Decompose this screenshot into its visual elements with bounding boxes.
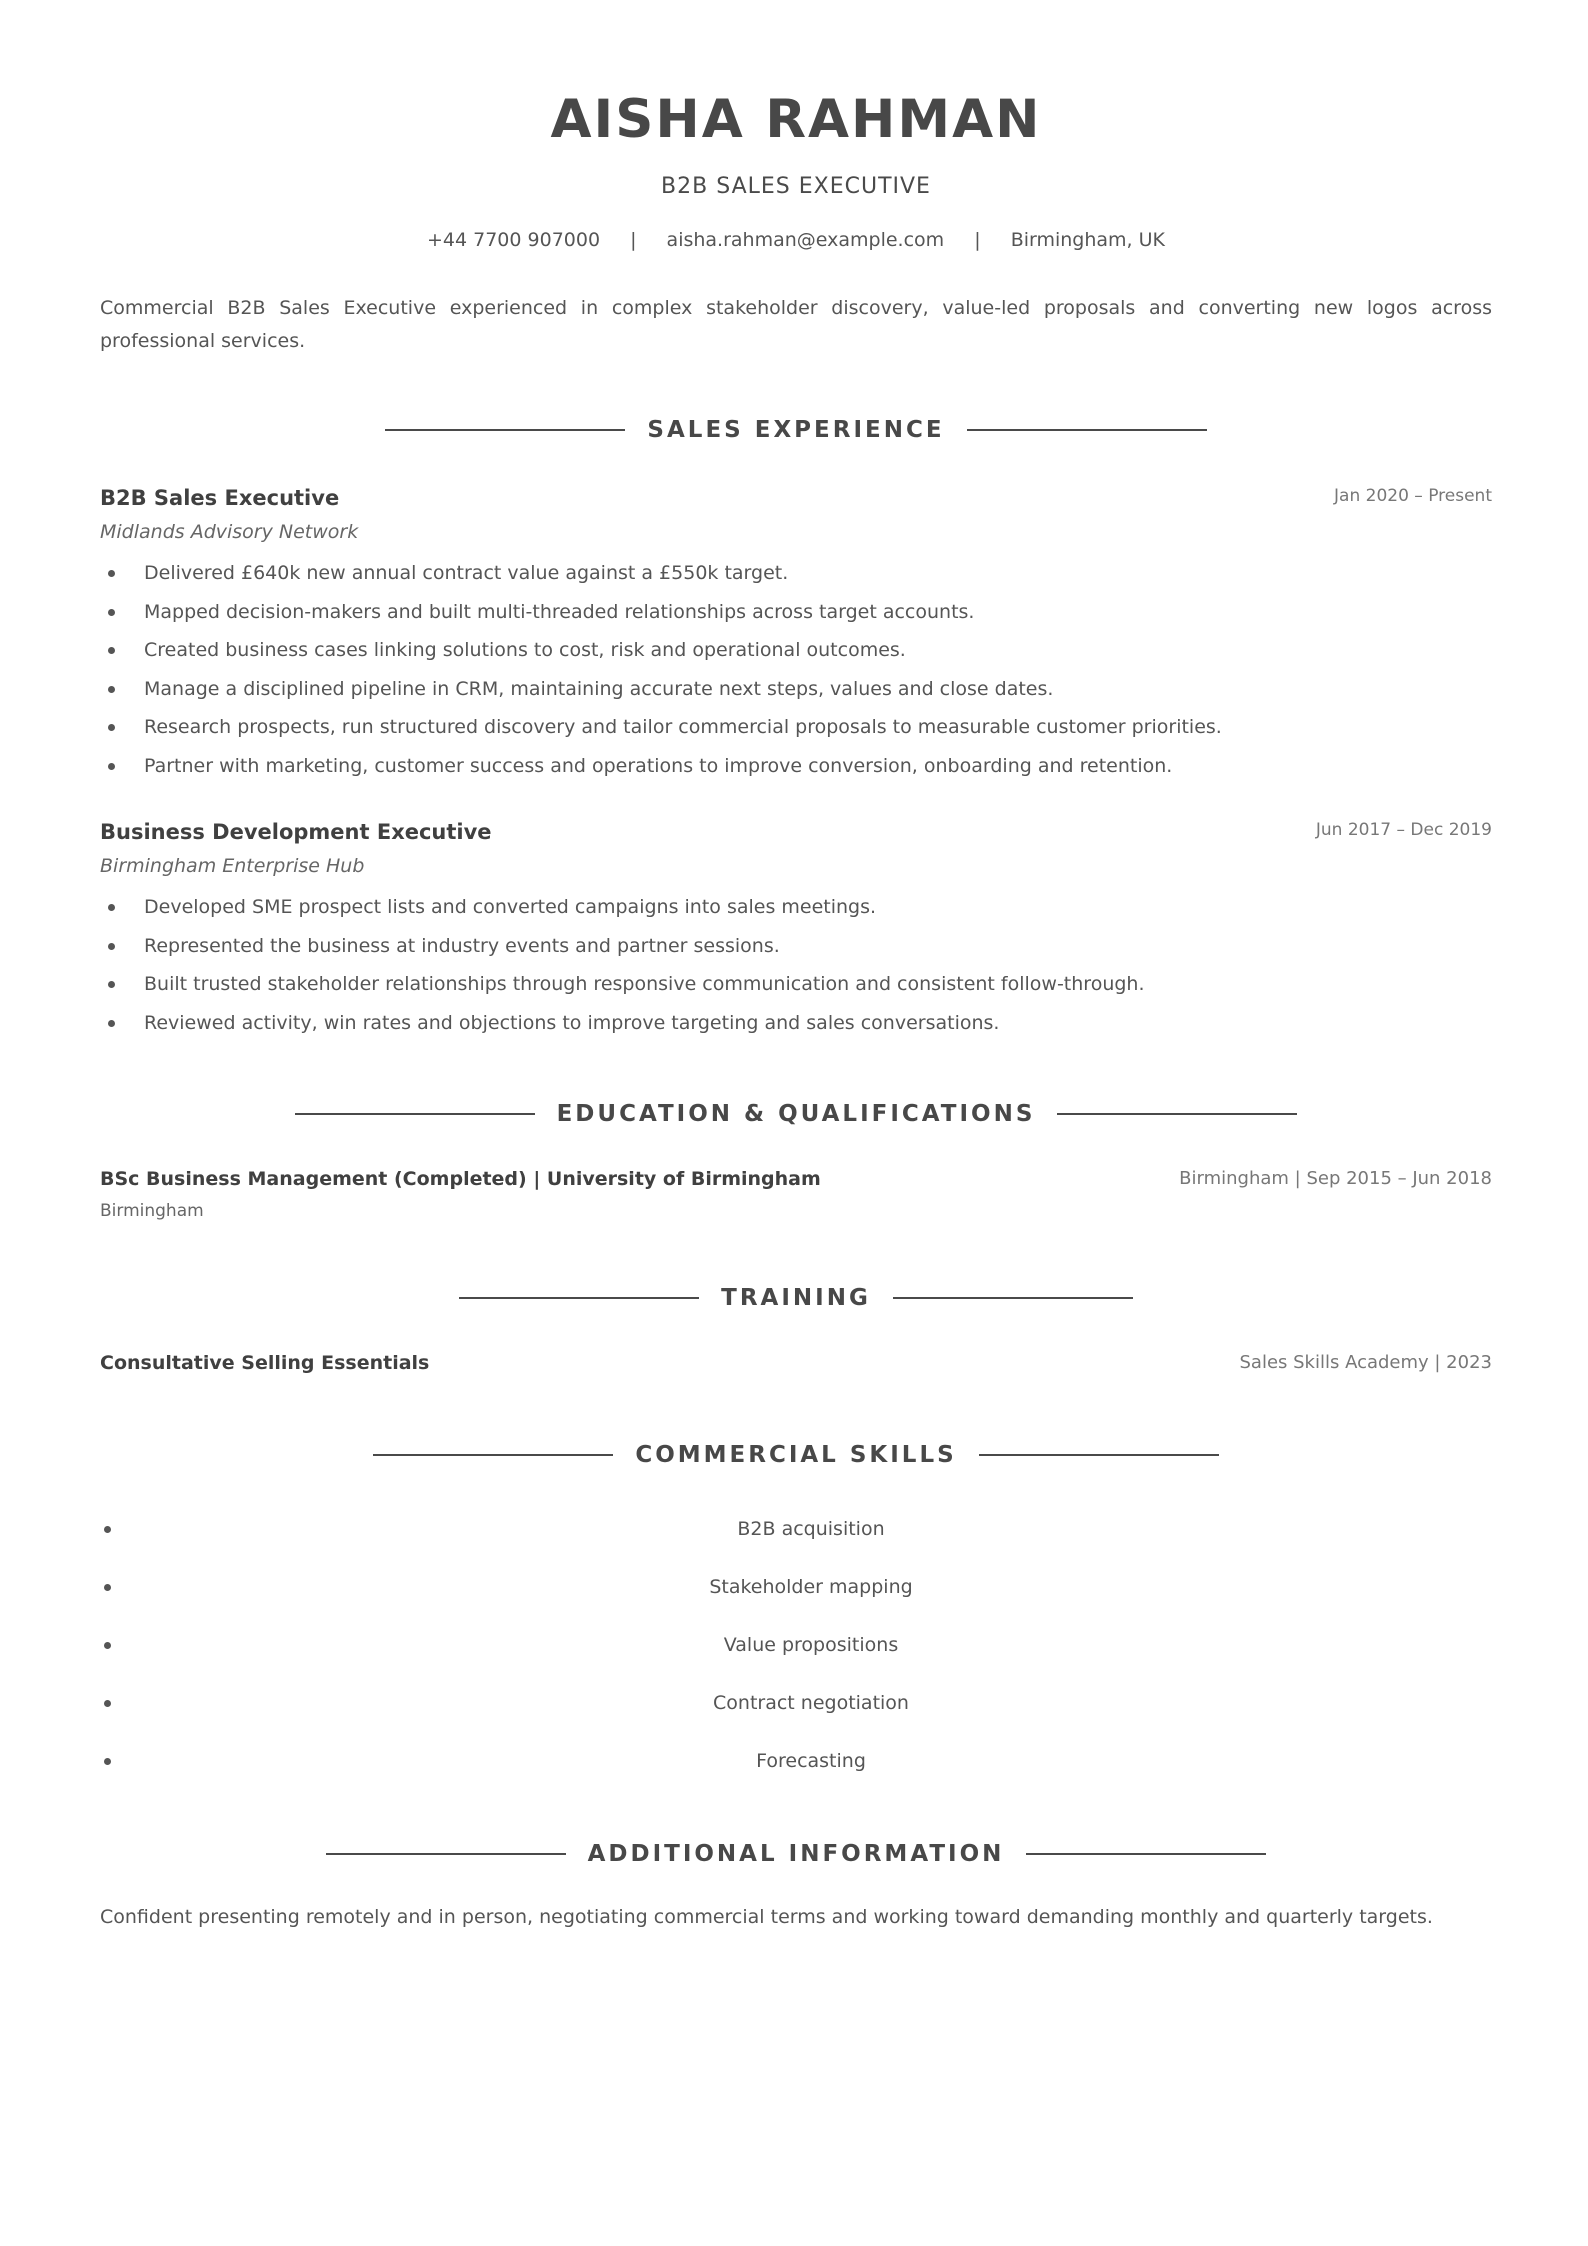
contact-phone: +44 7700 907000 [426, 229, 601, 251]
list-item [100, 927, 1492, 966]
bullet-dot [108, 686, 115, 693]
list-item [100, 593, 1492, 632]
contact-separator: | [974, 229, 981, 251]
training-provider: Sales Skills Academy | 2023 [1239, 1352, 1492, 1373]
list-item [100, 747, 1492, 786]
heading-rule [967, 429, 1207, 431]
skill-text: Contract negotiation [713, 1692, 909, 1714]
list-item [100, 631, 1492, 670]
job-date: Jun 2017 – Dec 2019 [1315, 820, 1492, 840]
bullet-dot [108, 763, 115, 770]
section-title: COMMERCIAL SKILLS [635, 1442, 957, 1468]
bullet-text: Mapped decision-makers and built multi-threaded relationships across target accounts. [144, 600, 975, 623]
bullet-dot [108, 647, 115, 654]
list-item [100, 1616, 1492, 1674]
section-heading-training [100, 1281, 1492, 1315]
bullet-dot [108, 609, 115, 616]
list-item [100, 1732, 1492, 1790]
bullet-dot [108, 570, 115, 577]
skill-text: Forecasting [756, 1750, 866, 1772]
list-item [100, 554, 1492, 593]
bullet-text: Built trusted stakeholder relationships through responsive communication and consistent follow-through. [144, 973, 1145, 995]
section-heading-experience [100, 413, 1492, 447]
contact-location: Birmingham, UK [1010, 229, 1166, 251]
heading-rule [1026, 1853, 1266, 1855]
skill-text: Value propositions [723, 1634, 899, 1656]
bullet-dot [104, 1642, 111, 1649]
section-title: ADDITIONAL INFORMATION [587, 1841, 1005, 1867]
heading-rule [893, 1297, 1133, 1299]
skill-text: Stakeholder mapping [709, 1576, 913, 1598]
section-heading-education [100, 1097, 1492, 1131]
bullet-text: Partner with marketing, customer success and operations to improve conversion, onboarding and retention. [144, 754, 1173, 777]
bullet-text: Reviewed activity, win rates and objections to improve targeting and sales conversations. [144, 1011, 1000, 1034]
contact-email: aisha.rahman@example.com [666, 229, 945, 251]
list-item [100, 888, 1492, 927]
section-title: EDUCATION & QUALIFICATIONS [556, 1101, 1036, 1127]
list-item [100, 1674, 1492, 1732]
bullet-text: Manage a disciplined pipeline in CRM, maintaining accurate next steps, values and close dates. [144, 677, 1054, 700]
bullet-dot [104, 1526, 111, 1533]
heading-rule [459, 1297, 699, 1299]
heading-rule [385, 429, 625, 431]
candidate-name: AISHA RAHMAN [550, 89, 1042, 150]
heading-rule [1057, 1113, 1297, 1115]
list-item [100, 708, 1492, 747]
section-heading-additional [100, 1837, 1492, 1871]
bullet-text: Developed SME prospect lists and converted campaigns into sales meetings. [144, 896, 877, 918]
job-date: Jan 2020 – Present [1334, 486, 1492, 506]
job-bullets [100, 888, 1492, 1042]
list-item [100, 1558, 1492, 1616]
bullet-dot [108, 724, 115, 731]
job-entry [100, 482, 1492, 785]
education-location: Birmingham [100, 1201, 204, 1221]
contact-line [100, 226, 1492, 254]
heading-rule [326, 1853, 566, 1855]
contact-separator: | [630, 229, 637, 251]
list-item [100, 670, 1492, 709]
job-bullets [100, 554, 1492, 785]
bullet-dot [104, 1584, 111, 1591]
bullet-dot [108, 904, 115, 911]
section-title: SALES EXPERIENCE [647, 417, 945, 443]
skills-list [100, 1500, 1492, 1790]
education-title: BSc Business Management (Completed) | University of Birmingham [100, 1168, 821, 1190]
skill-text: B2B acquisition [737, 1518, 885, 1540]
heading-rule [373, 1454, 613, 1456]
education-date: Birmingham | Sep 2015 – Jun 2018 [1179, 1168, 1492, 1189]
section-title: TRAINING [721, 1285, 871, 1311]
job-company: Midlands Advisory Network [100, 521, 359, 543]
bullet-text: Created business cases linking solutions to cost, risk and operational outcomes. [144, 639, 906, 661]
bullet-dot [104, 1700, 111, 1707]
bullet-dot [104, 1758, 111, 1765]
bullet-text: Represented the business at industry events and partner sessions. [144, 934, 780, 957]
job-title: Business Development Executive [100, 820, 492, 844]
job-title: B2B Sales Executive [100, 486, 340, 510]
bullet-text: Delivered £640k new annual contract value against a £550k target. [144, 562, 789, 584]
heading-rule [979, 1454, 1219, 1456]
additional-info: Confident presenting remotely and in person, negotiating commercial terms and working toward demanding monthly and quarterly targets. [100, 1906, 1433, 1928]
bullet-dot [108, 981, 115, 988]
list-item [100, 1500, 1492, 1558]
training-title: Consultative Selling Essentials [100, 1352, 430, 1374]
list-item [100, 965, 1492, 1004]
candidate-role: B2B SALES EXECUTIVE [661, 174, 931, 199]
list-item [100, 1004, 1492, 1043]
job-company: Birmingham Enterprise Hub [100, 855, 365, 877]
bullet-text: Research prospects, run structured discovery and tailor commercial proposals to measurable customer priorities. [144, 716, 1222, 738]
profile-summary: Commercial B2B Sales Executive experienced in complex stakeholder discovery, value-led proposals and converting new logos across professional services. [100, 297, 1492, 352]
heading-rule [295, 1113, 535, 1115]
bullet-dot [108, 1020, 115, 1027]
job-entry [100, 816, 1492, 1042]
section-heading-skills [100, 1438, 1492, 1472]
bullet-dot [108, 943, 115, 950]
